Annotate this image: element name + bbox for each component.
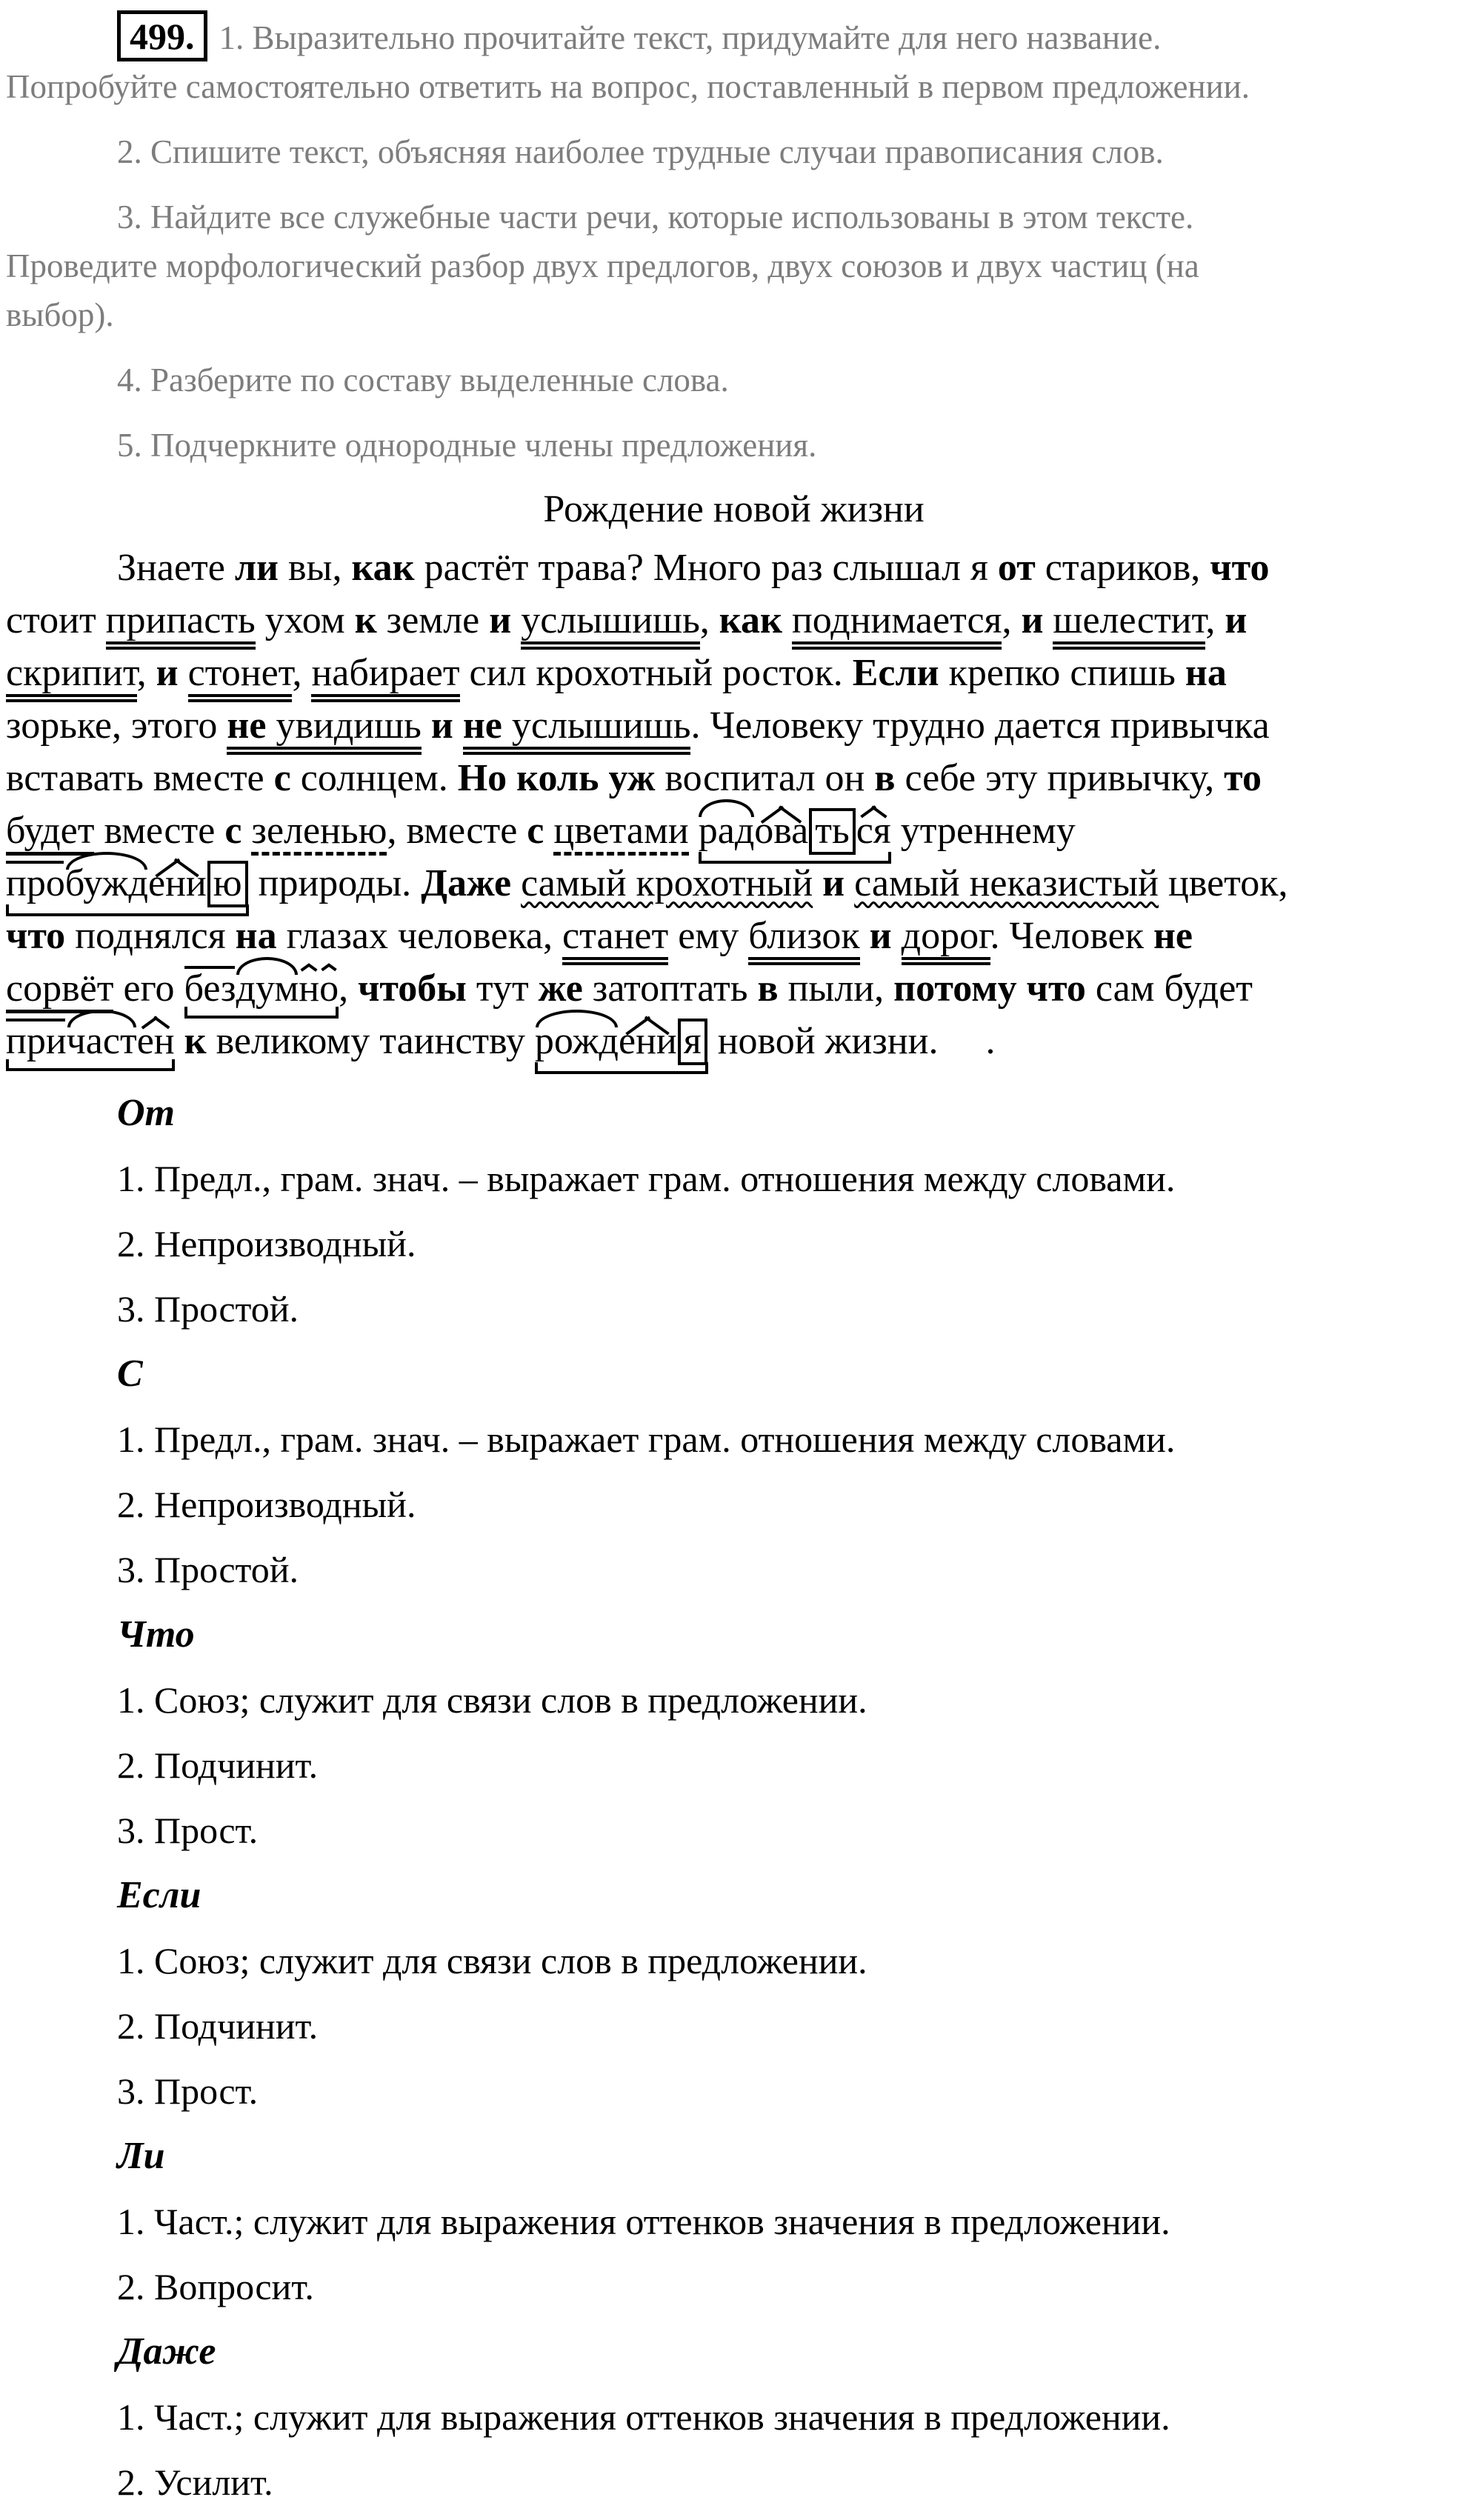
root-morpheme: дум xyxy=(236,967,299,1010)
instruction-item xyxy=(6,421,1462,470)
text-run xyxy=(845,862,854,904)
double-underlined-predicate: дорог xyxy=(902,915,990,965)
analyzed-word-heading: Что xyxy=(117,1613,195,1656)
bold-service-word: не xyxy=(462,704,502,747)
double-underlined-predicate: поднимается xyxy=(792,599,1002,650)
double-underlined-predicate xyxy=(463,704,691,755)
bold-service-word: то xyxy=(1224,757,1262,799)
wavy-underlined-attribute: самый неказистый xyxy=(854,862,1159,904)
instruction-line xyxy=(6,62,1462,111)
bold-service-word: на xyxy=(1185,652,1227,694)
double-underlined-predicate: припасть xyxy=(106,599,256,650)
instruction-line xyxy=(6,193,1462,241)
single-underlined-word: сорвёт xyxy=(6,967,113,1013)
bold-service-word: чтобы xyxy=(358,967,467,1010)
text-run: вставать вместе xyxy=(6,757,274,799)
bold-service-word: Если xyxy=(852,652,939,694)
bold-service-word: и xyxy=(489,599,512,641)
instruction-item xyxy=(6,127,1462,176)
analyzed-word-heading: С xyxy=(117,1353,143,1395)
bold-service-word: не xyxy=(227,704,267,747)
bold-service-word: с xyxy=(273,757,291,799)
text-run xyxy=(511,862,521,904)
text-line xyxy=(6,752,1462,804)
bold-service-word: что xyxy=(1210,547,1270,589)
bold-service-word: и xyxy=(822,862,845,904)
instruction-text: 3. Найдите все служебные части речи, которые использованы в этом тексте. xyxy=(117,199,1194,236)
text-run: ухом xyxy=(255,599,355,641)
wavy-underlined-attribute: самый крохотный xyxy=(521,862,813,904)
text-title: Рождение новой жизни xyxy=(543,488,925,530)
text-run: затоптать xyxy=(582,967,758,1010)
double-underlined-predicate: шелестит xyxy=(1053,599,1205,650)
analysis-item: 3. Простой. xyxy=(117,1549,299,1590)
analysis-item: 3. Прост. xyxy=(117,2070,259,2112)
text-run xyxy=(689,810,699,852)
bold-service-word: же xyxy=(538,967,583,1010)
text-run xyxy=(544,810,553,852)
bold-service-word: к xyxy=(184,1020,207,1062)
text-run: сам будет xyxy=(1085,967,1253,1010)
text-run: растёт трава? Много раз слышал я xyxy=(414,547,998,589)
double-underlined-predicate xyxy=(227,704,421,755)
analysis-item: 1. Предл., грам. знач. – выражает грам. отношения между словами. xyxy=(117,1419,1176,1460)
text-run xyxy=(511,599,521,641)
bold-service-word: не xyxy=(1153,915,1193,957)
text-run: воспитал он xyxy=(655,757,875,799)
ending-morpheme: ю xyxy=(207,861,248,907)
bold-service-word: с xyxy=(224,810,242,852)
text-run: поднялся xyxy=(65,915,236,957)
double-underlined-predicate: стонет xyxy=(188,652,293,702)
analysis-item: 2. Подчинит. xyxy=(117,2005,319,2047)
text-run: пыли, xyxy=(778,967,894,1010)
root-morpheme: част xyxy=(66,1020,137,1062)
text-run: утреннему xyxy=(890,810,1076,852)
text-run: новой жизни. xyxy=(707,1020,939,1062)
instruction-text: Проведите морфологический разбор двух предлогов, двух союзов и двух частиц (на xyxy=(6,247,1199,284)
text-run: глазах человека, xyxy=(276,915,563,957)
ending-morpheme: я xyxy=(678,1019,707,1065)
root-morpheme: бужд xyxy=(64,862,149,904)
text-run: тут xyxy=(466,967,539,1010)
instruction-text: 2. Спишите текст, объясняя наиболее трудные случаи правописания слов. xyxy=(117,133,1164,170)
bold-service-word: как xyxy=(719,599,782,641)
text-run: услышишь xyxy=(502,704,691,747)
text-run: , xyxy=(699,599,719,641)
text-run xyxy=(860,915,870,957)
text-run: себе эту привычку, xyxy=(895,757,1225,799)
text-line xyxy=(6,594,1462,647)
morpheme-annotated-word xyxy=(535,1019,708,1065)
text-run: , xyxy=(1002,599,1022,641)
suffix-morpheme: ени xyxy=(619,1020,677,1062)
analysis-item: 2. Подчинит. xyxy=(117,1744,319,1786)
instruction-line xyxy=(6,241,1462,290)
analyzed-word-heading: Ли xyxy=(117,2135,165,2177)
analyzed-word-heading: Если xyxy=(117,1874,201,1916)
suffix-morpheme: ова xyxy=(754,810,809,852)
single-underlined-word: будет xyxy=(6,810,94,856)
text-run xyxy=(782,599,792,641)
text-run: . Человеку трудно дается привычка xyxy=(690,704,1270,747)
prefix-morpheme: при xyxy=(6,1020,67,1062)
analysis-item: 2. Усилит. xyxy=(117,2461,273,2503)
instruction-text: выбор). xyxy=(6,296,114,333)
text-run: , вместе xyxy=(387,810,527,852)
text-run: вы, xyxy=(278,547,352,589)
text-run xyxy=(179,652,188,694)
instruction-line xyxy=(6,290,1462,339)
text-run: природы. xyxy=(248,862,422,904)
bold-service-word: и xyxy=(1225,599,1248,641)
text-run: вместе xyxy=(94,810,225,852)
suffix-morpheme: ени xyxy=(148,862,207,904)
bold-service-word: и xyxy=(430,704,453,747)
analysis-item: 2. Вопросит. xyxy=(117,2266,314,2307)
text-run xyxy=(892,915,902,957)
instruction-text: Попробуйте самостоятельно ответить на вопрос, поставленный в первом предложении. xyxy=(6,68,1250,105)
analysis-item: 1. Част.; служит для выражения оттенков значения в предложении. xyxy=(117,2396,1170,2438)
instruction-text: 4. Разберите по составу выделенные слова. xyxy=(117,361,729,399)
text-run: , xyxy=(136,652,156,694)
text-run xyxy=(422,704,431,747)
instruction-item xyxy=(6,10,1462,111)
bold-service-word: к xyxy=(354,599,377,641)
text-run: цветок, xyxy=(1159,862,1288,904)
bold-service-word: Даже xyxy=(421,862,512,904)
analysis-item: 2. Непроизводный. xyxy=(117,1484,416,1525)
exercise-number-badge: 499. xyxy=(117,10,207,61)
bold-service-word: в xyxy=(874,757,896,799)
text-run: , xyxy=(1205,599,1225,641)
analysis-item: 1. Част.; служит для выражения оттенков значения в предложении. xyxy=(117,2201,1170,2242)
morphological-analyses xyxy=(6,1094,1462,2501)
stray-period: . xyxy=(985,1020,996,1062)
dashed-underlined-object: зеленью xyxy=(251,810,387,856)
analysis-item: 1. Союз; служит для связи слов в предложении. xyxy=(117,1679,867,1721)
text-run: стоит xyxy=(6,599,106,641)
morpheme-annotated-word xyxy=(699,808,891,855)
morpheme-annotated-word xyxy=(6,1021,175,1062)
text-run: , xyxy=(292,652,312,694)
bold-service-word: ли xyxy=(234,547,279,589)
text-run: крепко спишь xyxy=(939,652,1185,694)
bold-service-word: в xyxy=(757,967,779,1010)
instruction-text: 1. Выразительно прочитайте текст, придумайте для него название. xyxy=(219,19,1162,56)
text-run: солнцем. xyxy=(290,757,458,799)
instruction-line xyxy=(6,421,1462,470)
text-line xyxy=(6,541,1462,594)
text-run: стариков, xyxy=(1035,547,1210,589)
instruction-line xyxy=(6,10,1462,62)
text-run: его xyxy=(113,967,184,1010)
analysis-item: 3. Прост. xyxy=(117,1810,259,1851)
bold-service-word: на xyxy=(235,915,277,957)
text-line xyxy=(6,962,1462,1015)
text-line xyxy=(6,699,1462,752)
text-line xyxy=(6,857,1462,910)
double-underlined-predicate: станет xyxy=(562,915,668,965)
analyzed-word-heading: Даже xyxy=(117,2330,216,2373)
suffix-morpheme: ен xyxy=(136,1020,175,1062)
prefix-morpheme: про xyxy=(6,862,65,904)
text-run: зорьке, этого xyxy=(6,704,227,747)
text-run: земле xyxy=(376,599,490,641)
suffix-morpheme: ся xyxy=(856,810,891,852)
suffix-morpheme: о xyxy=(319,967,339,1010)
bold-service-word: как xyxy=(351,547,415,589)
text-run xyxy=(175,1020,184,1062)
suffix-morpheme: н xyxy=(299,967,320,1010)
task-instructions xyxy=(6,10,1462,470)
bold-service-word: и xyxy=(1021,599,1044,641)
analysis-item: 2. Непроизводный. xyxy=(117,1223,416,1264)
morpheme-annotated-word xyxy=(184,969,339,1010)
bold-service-word: потому что xyxy=(893,967,1086,1010)
bold-service-word: и xyxy=(156,652,179,694)
text-run: ему xyxy=(668,915,749,957)
root-morpheme: рожд xyxy=(534,1020,619,1062)
prefix-morpheme: без xyxy=(184,967,236,1010)
text-line xyxy=(6,647,1462,699)
instruction-item xyxy=(6,356,1462,404)
text-line xyxy=(6,910,1462,962)
instruction-line xyxy=(6,127,1462,176)
ending-morpheme: ть xyxy=(809,808,855,855)
text-line xyxy=(6,1015,1462,1067)
text-run: увидишь xyxy=(266,704,422,747)
bold-service-word: и xyxy=(869,915,892,957)
double-underlined-predicate: услышишь xyxy=(521,599,700,650)
text-run xyxy=(1043,599,1053,641)
dashed-underlined-object: цветами xyxy=(553,810,688,856)
instruction-line xyxy=(6,356,1462,404)
double-underlined-predicate: набирает xyxy=(311,652,459,702)
instruction-text: 5. Подчеркните однородные члены предложения. xyxy=(117,427,817,464)
text-run xyxy=(241,810,251,852)
text-run: великому таинству xyxy=(206,1020,535,1062)
exercise-text xyxy=(6,541,1462,1067)
morpheme-annotated-word xyxy=(6,861,249,907)
analysis-item: 3. Простой. xyxy=(117,1288,299,1330)
analyzed-word-heading: От xyxy=(117,1092,175,1134)
text-run: , xyxy=(339,967,359,1010)
analysis-item: 1. Союз; служит для связи слов в предложении. xyxy=(117,1940,867,1981)
double-underlined-predicate: близок xyxy=(748,915,859,965)
text-run xyxy=(813,862,822,904)
text-run: Знаете xyxy=(117,547,235,589)
text-run: . Человек xyxy=(990,915,1153,957)
root-morpheme: рад xyxy=(698,810,755,852)
text-run xyxy=(453,704,463,747)
instruction-item xyxy=(6,193,1462,339)
text-run: сил крохотный росток. xyxy=(459,652,853,694)
bold-service-word: Но коль уж xyxy=(457,757,656,799)
double-underlined-predicate: скрипит xyxy=(6,652,137,702)
bold-service-word: с xyxy=(527,810,544,852)
bold-service-word: что xyxy=(6,915,66,957)
text-line xyxy=(6,804,1462,857)
analysis-item: 1. Предл., грам. знач. – выражает грам. отношения между словами. xyxy=(117,1158,1176,1199)
bold-service-word: от xyxy=(997,547,1036,589)
